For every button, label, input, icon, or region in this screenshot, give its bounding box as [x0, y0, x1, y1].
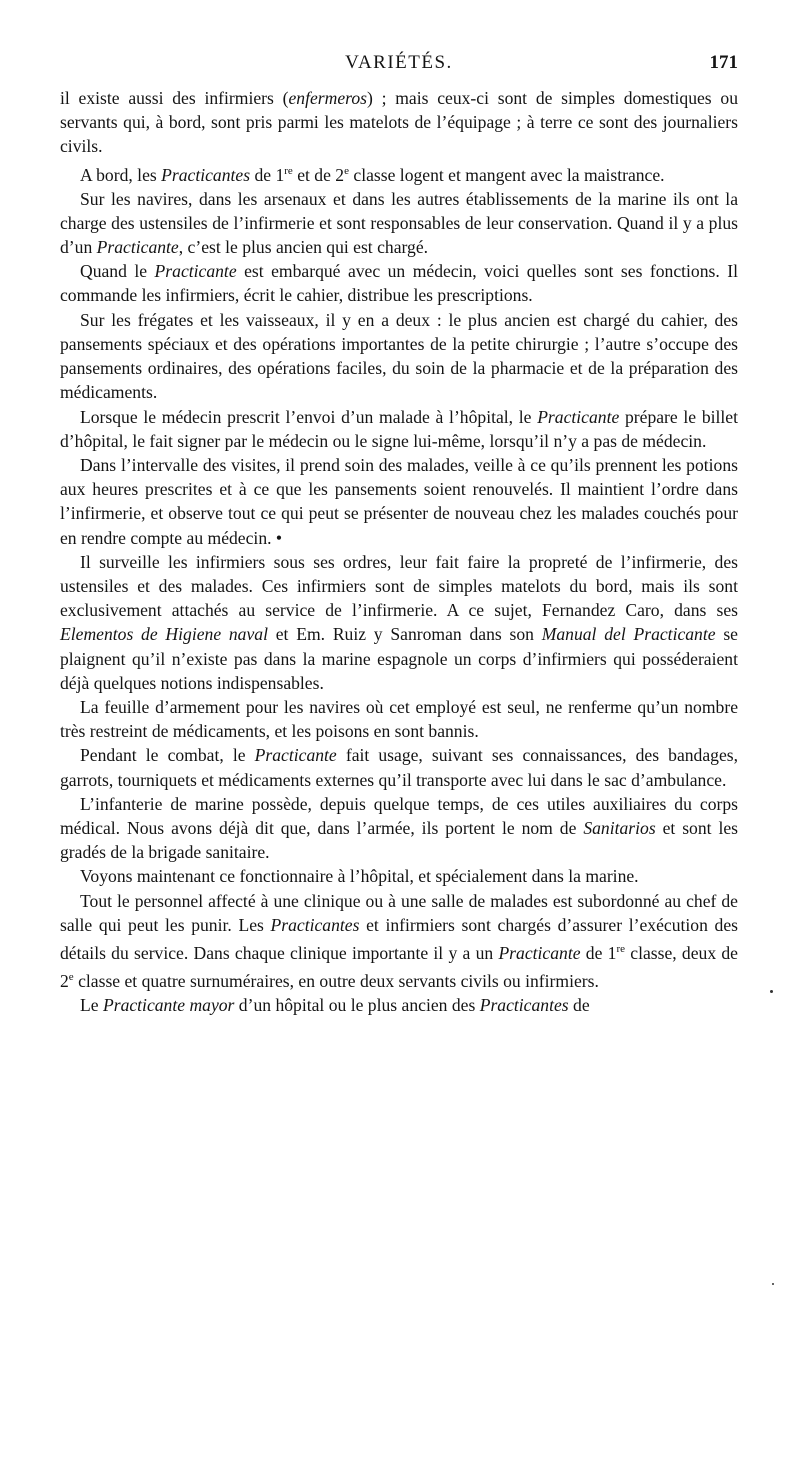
- text-run: se plaignent qu’il n’existe pas dans la marine espagnole un corps d’infirmiers qui posséderaient déjà quelques notions indispensables.: [60, 624, 738, 693]
- text-run: L’infanterie de marine possède, depuis quelque temps, de ces utiles auxiliaires du corps médical. Nous avons déjà dit que, dans l’armée, ils portent le nom de: [60, 793, 738, 838]
- text-run: classe logent et mangent avec la maistrance.: [349, 164, 665, 185]
- italic-text: Elementos de Higiene naval: [60, 624, 268, 645]
- italic-text: Sanitarios: [583, 817, 656, 838]
- text-run: de 1: [250, 164, 285, 185]
- paragraph: [60, 889, 738, 994]
- paragraph: [60, 695, 738, 743]
- text-run: classe, deux de 2: [60, 942, 738, 991]
- italic-text: Practicante: [498, 942, 581, 963]
- italic-text: Practicante: [254, 745, 337, 766]
- text-run: Sur les frégates et les vaisseaux, il y en a deux : le plus ancien est chargé du cahier, des pansements spéciaux et des opérations importantes de la petite chirurgie ; l’autre s’occupe des pansements ordinaires, des opérations faciles, du soin de la pharmacie et de la préparation des médicaments.: [60, 309, 738, 403]
- scan-speck: [772, 1283, 774, 1285]
- text-run: et Em. Ruiz y Sanroman dans son: [267, 624, 542, 645]
- italic-text: Practicante: [96, 237, 179, 258]
- text-run: et de 2: [292, 164, 345, 185]
- paragraph: [60, 405, 738, 453]
- running-title: VARIÉTÉS.: [345, 52, 453, 73]
- text-run: ) ; mais ceux-ci sont de simples domestiques ou servants qui, à bord, sont pris parmi les matelots de l’équipage ; à terre ce sont des journaliers civils.: [60, 88, 739, 157]
- text-run: et sont les gradés de la brigade sanitaire.: [60, 817, 739, 863]
- text-run: Le: [80, 995, 103, 1016]
- text-run: Quand le: [80, 261, 155, 282]
- paragraph: [60, 308, 738, 405]
- paragraph: [60, 187, 738, 260]
- text-run: fait usage, suivant ses connaissances, des bandages, garrots, tourniquets et médicaments externes qu’il transporte avec lui dans le sac d’ambulance.: [60, 745, 739, 790]
- text-run: A bord, les: [80, 164, 162, 185]
- paragraph: [60, 864, 738, 888]
- text-run: prépare le billet d’hôpital, le fait signer par le médecin ou le signe lui-même, lorsqu’il n’y a pas de médecin.: [60, 406, 738, 451]
- paragraph: [60, 743, 738, 791]
- superscript: re: [284, 164, 293, 177]
- text-run: classe et quatre surnuméraires, en outre deux servants civils ou infirmiers.: [73, 970, 599, 991]
- running-head: [60, 52, 738, 80]
- paragraph: [60, 259, 738, 307]
- text-run: Dans l’intervalle des visites, il prend soin des malades, veille à ce qu’ils prennent les potions aux heures prescrites et à ce que les pansements soient renouvelés. Il maintient l’ordre dans l’infirmerie, et observe tout ce qui peut se présenter de nouveau chez les malades couchés pour en rendre compte au médecin. •: [60, 454, 738, 548]
- text-run: d’un hôpital ou le plus ancien des: [234, 995, 480, 1016]
- italic-text: Practicantes: [479, 995, 569, 1016]
- superscript: e: [68, 971, 74, 984]
- text-run: est embarqué avec un médecin, voici quelles sont ses fonctions. Il commande les infirmiers, écrit le cahier, distribue les prescriptions.: [60, 261, 738, 306]
- body-text: [60, 86, 738, 1017]
- text-run: Lorsque le médecin prescrit l’envoi d’un malade à l’hôpital, le: [80, 406, 538, 427]
- scan-speck: [770, 990, 773, 993]
- paragraph: [60, 550, 738, 695]
- paragraph: [60, 993, 738, 1017]
- text-run: Tout le personnel affecté à une clinique ou à une salle de malades est subordonné au chef de salle qui peut les punir. Les: [60, 890, 738, 935]
- text-run: de 1: [580, 942, 617, 963]
- italic-text: Practicante: [154, 261, 237, 282]
- paragraph: [60, 86, 738, 159]
- text-run: Voyons maintenant ce fonctionnaire à l’hôpital, et spécialement dans la marine.: [80, 866, 639, 887]
- text-run: Il surveille les infirmiers sous ses ordres, leur fait faire la propreté de l’infirmerie, des ustensiles et des malades. Ces infirmiers sont de simples matelots du bord, mais ils sont exclusivement attachés au service de l’infirmerie. A ce sujet, Fernandez Caro, dans ses: [60, 551, 738, 621]
- italic-text: Practicantes: [270, 914, 360, 935]
- paragraph: [60, 453, 738, 550]
- superscript: e: [344, 164, 349, 177]
- italic-text: enfermeros: [288, 88, 367, 108]
- italic-text: Manual del Practicante: [541, 624, 716, 645]
- superscript: re: [616, 942, 625, 955]
- text-run: il existe aussi des infirmiers (: [60, 88, 289, 108]
- italic-text: Practicante mayor: [102, 995, 235, 1016]
- page-number: 171: [709, 52, 738, 73]
- paragraph: [60, 159, 738, 187]
- book-page: [60, 52, 738, 1017]
- italic-text: Practicante: [537, 406, 620, 427]
- text-run: , c’est le plus ancien qui est chargé.: [178, 237, 429, 258]
- text-run: Sur les navires, dans les arsenaux et dans les autres établissements de la marine ils ont la charge des ustensiles de l’infirmerie et sont responsables de leur conservation. Quand il y a plus d’un: [60, 188, 738, 258]
- text-run: et infirmiers sont chargés d’assurer l’exécution des détails du service. Dans chaque clinique importante il y a un: [60, 914, 738, 963]
- text-run: de: [568, 995, 590, 1016]
- text-run: Pendant le combat, le: [80, 745, 255, 766]
- text-run: La feuille d’armement pour les navires où cet employé est seul, ne renferme qu’un nombre très restreint de médicaments, et les poisons en sont bannis.: [60, 696, 738, 742]
- italic-text: Practicantes: [161, 164, 251, 185]
- paragraph: [60, 792, 738, 865]
